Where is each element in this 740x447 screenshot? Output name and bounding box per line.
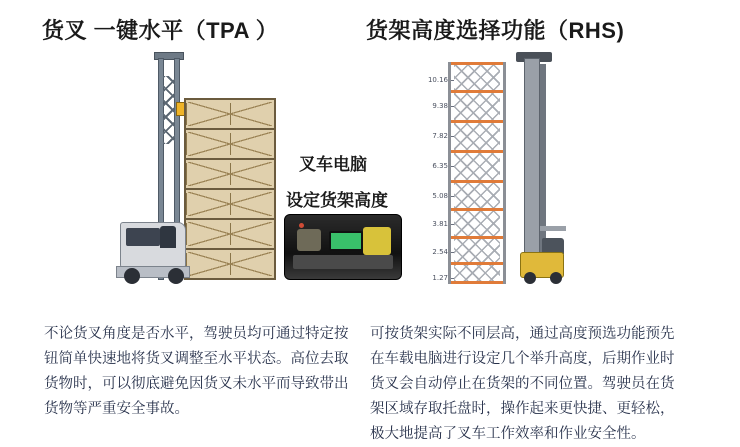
forklift-cab-icon [126,228,160,246]
pallet-rack-left-icon [184,98,276,280]
height-tick: 2.54 [412,248,448,256]
console-keypad-left [297,229,321,251]
height-tick: 5.08 [412,192,448,200]
forklift-wheel-icon [124,268,140,284]
rack-shelf [186,100,274,130]
console-display-screen [329,231,363,251]
mast-lattice [163,76,175,144]
description-left: 不论货叉角度是否水平，驾驶员均可通过特定按钮简单快速地将货叉调整至水平状态。高位去取货物时，可以彻底避免因货叉未水平而导致带出货物等严重安全事故。 [44,326,349,417]
rack-brace [454,265,500,281]
height-scale [412,62,448,284]
height-tick: 6.35 [412,162,448,170]
page-title-left: 货叉 一键水平（TPA ） [42,18,279,43]
forklift-wheel-icon [168,268,184,284]
rack-shelf [186,190,274,220]
rack-brace [454,211,500,236]
rack-brace [454,183,500,208]
rack-shelf [186,220,274,250]
rack-brace [454,153,500,180]
page-title-right: 货架高度选择功能（RHS) [366,18,625,43]
forklift-seat-icon [160,226,176,248]
rack-shelf [186,160,274,190]
reach-truck-mast-icon [524,58,540,268]
height-tick: 10.16 [412,76,448,84]
rack-brace [454,93,500,120]
description-right: 可按货架实际不同层高，通过高度预选功能预先在车载电脑进行设定几个举升高度，后期作业时货叉会自动停止在货架的不同位置。驾驶员在货架区域存取托盘时，操作起来更快捷、更轻松，极大地提高了叉车工作效率和作业安全性。 [370,326,675,442]
rack-brace [454,65,500,90]
rack-shelf [186,130,274,160]
reach-truck-wheel-icon [550,272,562,284]
rack-brace [454,123,500,150]
height-tick: 9.38 [412,102,448,110]
console-label-line1: 叉车电脑 [299,155,367,174]
reach-truck-mast-secondary-icon [540,64,546,262]
rack-brace [454,239,500,262]
console-label-line2: 设定货架高度 [286,191,388,210]
height-tick: 3.81 [412,220,448,228]
console-indicator-icon [299,223,304,228]
pallet-rack-right-icon [448,62,506,284]
rack-beam [451,281,503,284]
reach-truck-arm-icon [540,226,566,231]
rack-shelf [186,250,274,278]
height-tick: 1.27 [412,274,448,282]
height-tick: 7.82 [412,132,448,140]
reach-truck-wheel-icon [524,272,536,284]
